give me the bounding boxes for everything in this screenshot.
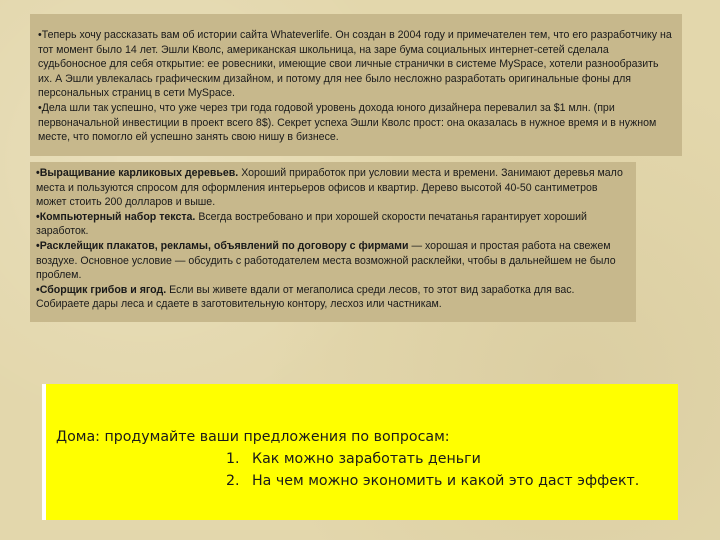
question-text: Как можно заработать деньги <box>252 451 481 467</box>
homework-heading: Дома: продумайте ваши предложения по вопросам: <box>56 429 450 445</box>
idea-text: Хороший приработок при условии места и времени. Занимают деревья мало места и пользуются спросом для оформления интерьеров офисов и квартир. Дерево высотой 40-50 сантиметров может стоить 200 долларов и выше. <box>36 167 623 209</box>
idea-text: Всегда востребовано и при хорошей скорости печатанья гарантирует хороший заработок. <box>36 210 587 238</box>
homework-questions <box>56 448 678 492</box>
story-paragraph-2: •Дела шли так успешно, что уже через три года годовой уровень дохода юного дизайнера перевалил за $1 млн. (при первоначальной инвестиции в проект всего 8$). Секрет успеха Эшли Кволс прост: она оказалась в нужное время и в нужном месте, что помогло ей успешно занять свою нишу в бизнесе. <box>38 101 657 144</box>
idea-text: — хорошая и простая работа на свежем воздухе. Основное условие — обсудить с работодателем места возможной расклейки, чтобы в дальнейшем не было проблем. <box>36 239 616 282</box>
idea-title: •Расклейщик плакатов, рекламы, объявлений по договору с фирмами <box>36 239 409 252</box>
idea-item <box>36 283 628 312</box>
story-paragraph-1: •Теперь хочу рассказать вам об истории сайта Whateverlife. Он создан в 2004 году и примечателен тем, что его разработчику на тот момент было 14 лет. Эшли Кволс, американская школьница, на заре бума социальных интернет-сетей сделала судьбоносное для себя открытие: ее ровесники, имеющие свои личные странички в системе MySpace, хотели разнообразить их. А Эшли увлекалась графическим дизайном, и потому для нее было несложно разработать оригинальные фоны для персональных страниц в сети MySpace. <box>38 29 672 100</box>
earning-ideas-box <box>30 162 636 322</box>
idea-item <box>36 239 628 283</box>
question-item <box>226 470 678 492</box>
idea-title: •Сборщик грибов и ягод. <box>36 283 167 296</box>
idea-title: •Выращивание карликовых деревьев. <box>36 167 239 179</box>
idea-text: Если вы живете вдали от мегаполиса среди лесов, то этот вид заработка для вас. Собираете дары леса и сдаете в заготовительную контору, лесхоз или частникам. <box>36 283 575 311</box>
idea-item <box>36 210 628 239</box>
idea-title: •Компьютерный набор текста. <box>36 210 196 223</box>
question-text: На чем можно экономить и какой это даст эффект. <box>252 473 640 489</box>
homework-box <box>42 384 678 520</box>
question-item <box>226 448 678 470</box>
idea-item <box>36 166 628 210</box>
question-number: 2. <box>226 473 240 489</box>
story-text-box <box>30 14 682 156</box>
question-number: 1. <box>226 451 240 467</box>
